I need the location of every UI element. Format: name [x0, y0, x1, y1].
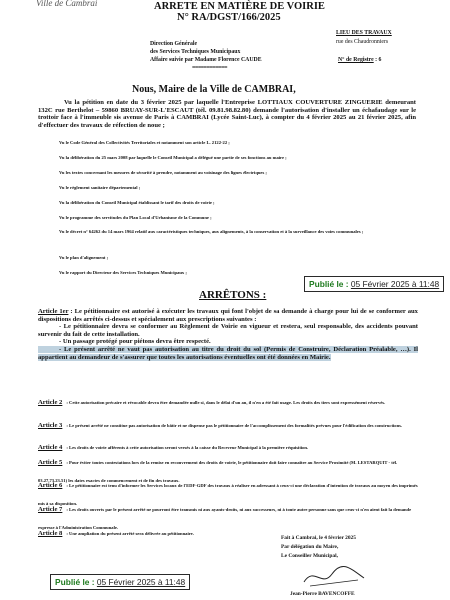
- signature-delegation: Par délégation du Maire,: [281, 544, 339, 550]
- document-number: N° RA/DGST/166/2025: [177, 12, 281, 23]
- register-label: N° de Registre: [338, 57, 374, 63]
- document-title: ARRETE EN MATIÈRE DE VOIRIE: [154, 1, 325, 12]
- direction-line-1: Direction Générale: [150, 41, 198, 47]
- stamp-date: 05 Février 2025 à 11:48: [350, 279, 440, 289]
- article-label: Article 7: [38, 506, 63, 513]
- article-text: : Cette autorisation précaire et révocable devra être demandée nulle si, dans le délai d'un an, il n'en a été fait usage. Les droits des tiers sont expressément réservés.: [66, 400, 386, 405]
- article-1-bullet: - Le pétitionnaire devra se conformer au Règlement de Voirie en vigueur et restera, seul responsable, des accidents pouvant survenir du fait de cette installation.: [38, 323, 418, 338]
- article-1-label: Article 1er: [38, 308, 69, 315]
- register-number: [338, 57, 381, 63]
- publication-stamp: [50, 574, 190, 590]
- works-location-value: rue des Chaudronniers: [336, 39, 389, 45]
- article-text: : Les droits de voirie afférents à cette autorisation seront versés à la caisse du Receveur Municipal à la première réquisition.: [66, 445, 309, 450]
- article-text: : Le pétitionnaire est tenu d'informer les Services locaux de l'EDF-GDF des travaux à réaliser en adressant à ceux-ci une déclaration d'intention de travaux au moyen des imprimés mis à sa disposition.: [38, 483, 418, 506]
- article-text: : Une ampliation du présent arrêté sera délivrée au pétitionnaire.: [66, 531, 194, 536]
- signature-place-date: Fait à Cambrai, le 4 février 2025: [281, 535, 356, 541]
- arretons-heading: ARRÊTONS :: [199, 289, 267, 301]
- signature-role: Le Conseiller Municipal,: [281, 553, 338, 559]
- article-label: Article 8: [38, 530, 63, 537]
- direction-line-2: des Services Techniques Municipaux: [150, 49, 241, 55]
- article-1-bullet: - Un passage protégé pour piétons devra être respecté.: [59, 338, 211, 346]
- vu-item: Vu les textes concernant les mesures de sécurité à prendre, notamment au voisinage des lignes électriques ;: [59, 170, 267, 175]
- header-separator: ============: [192, 65, 228, 71]
- vu-item: Vu le règlement sanitaire départemental ;: [59, 185, 141, 190]
- article-text: : Pour éviter toutes contestations lors de la remise en recouvrement des droits de voirie, le pétitionnaire doit faire connaître au Service Proximité (M. LESTARQUIT - tél. 03.27.73.23.51) les dates exactes de commencement et de fin des travaux.: [38, 460, 398, 483]
- handwritten-signature: [300, 562, 370, 590]
- petition-paragraph: [38, 99, 416, 129]
- article-1: [38, 308, 418, 361]
- direction-line-3: Affaire suivie par Madame Florence CAUDE: [150, 57, 262, 63]
- article-text: : Les droits ouverts par le présent arrêté ne pourront être transmis ni aux ayants-droits, ni aux successeurs, ni à toute autre personne sans que ceux-ci n'en aient fait la demande expresse à l'Administration Communale.: [38, 507, 412, 530]
- publication-stamp: [304, 276, 444, 292]
- vu-item: Vu le rapport du Directeur des Services Techniques Municipaux ;: [59, 270, 187, 275]
- article-label: Article 3: [38, 422, 63, 429]
- article-row: [38, 414, 418, 432]
- stamp-label: Publié le :: [55, 577, 95, 587]
- stamp-label: Publié le :: [309, 279, 349, 289]
- article-label: Article 4: [38, 444, 63, 451]
- vu-item: Vu la délibération du 25 mars 2008 par laquelle le Conseil Municipal a délégué une partie de ses fonctions au maire ;: [59, 155, 287, 160]
- works-location-label: LIEU DES TRAVAUX: [336, 30, 392, 36]
- vu-item: Vu le plan d'alignement ;: [59, 255, 109, 260]
- article-row: [38, 522, 418, 540]
- article-label: Article 6: [38, 482, 63, 489]
- vu-item: Vu le programme des servitudes du Plan Local d'Urbanisme de la Commune ;: [59, 215, 212, 220]
- article-1-highlighted-bullet: - Le présent arrêté ne vaut pas autorisation au titre du droit du sol (Permis de Construire, Déclaration Préalable, …). Il appartient au demandeur de s'assurer que toutes les autorisations éventuelles ont été données en Mairie.: [38, 345, 418, 361]
- vu-item: Vu la délibération du Conseil Municipal établissant le tarif des droits de voirie ;: [59, 200, 215, 205]
- stamp-date: 05 Février 2025 à 11:48: [96, 577, 186, 587]
- petition-text: Vu la pétition en date du 3 février 2025 par laquelle l'Entreprise LOTTIAUX COUVERTURE ZINGUERIE demeurant 132C rue Berthelot – 59860 BRUAY-SUR-L'ESCAUT (tél. 09.81.98.82.80) demande l'autorisation d'installer un échafaudage sur le trottoir face à l'immeuble sis avenue de Paris à CAMBRAI (Lycée Saint-Luc), à compter du 4 février 2025 au 21 février 2025, afin d'effectuer des travaux de réfection de noue ;: [38, 99, 416, 129]
- register-value: : 6: [375, 57, 382, 63]
- signatory-name: Jean-Pierre BAVENCOFFE: [290, 591, 355, 597]
- article-1-text: : Le pétitionnaire est autorisé à exécuter les travaux qui font l'objet de sa demande à charge pour lui de se conformer aux dispositions des arrêtés ci-dessus et spécialement aux prescriptions suivantes :: [38, 308, 418, 323]
- article-text: : Le présent arrêté ne constitue pas autorisation de bâtir et ne dispense pas le pétitionnaire de l'accomplissement des formalités prévues pour l'édification des constructions.: [66, 423, 403, 428]
- vu-item: Vu le décret n° 64262 du 14 mars 1964 relatif aux caractéristiques techniques, aux alignements, à la conservation et à la surveillance des voies communales ;: [59, 229, 364, 234]
- article-label: Article 5: [38, 459, 63, 466]
- article-row: [38, 391, 418, 409]
- mayor-heading: Nous, Maire de la Ville de CAMBRAI,: [132, 84, 296, 95]
- vu-item: Vu le Code Général des Collectivités Territoriales et notamment son article L. 2122-22 ;: [59, 140, 230, 145]
- article-label: Article 2: [38, 399, 63, 406]
- city-logo-text: Ville de Cambrai: [36, 0, 98, 8]
